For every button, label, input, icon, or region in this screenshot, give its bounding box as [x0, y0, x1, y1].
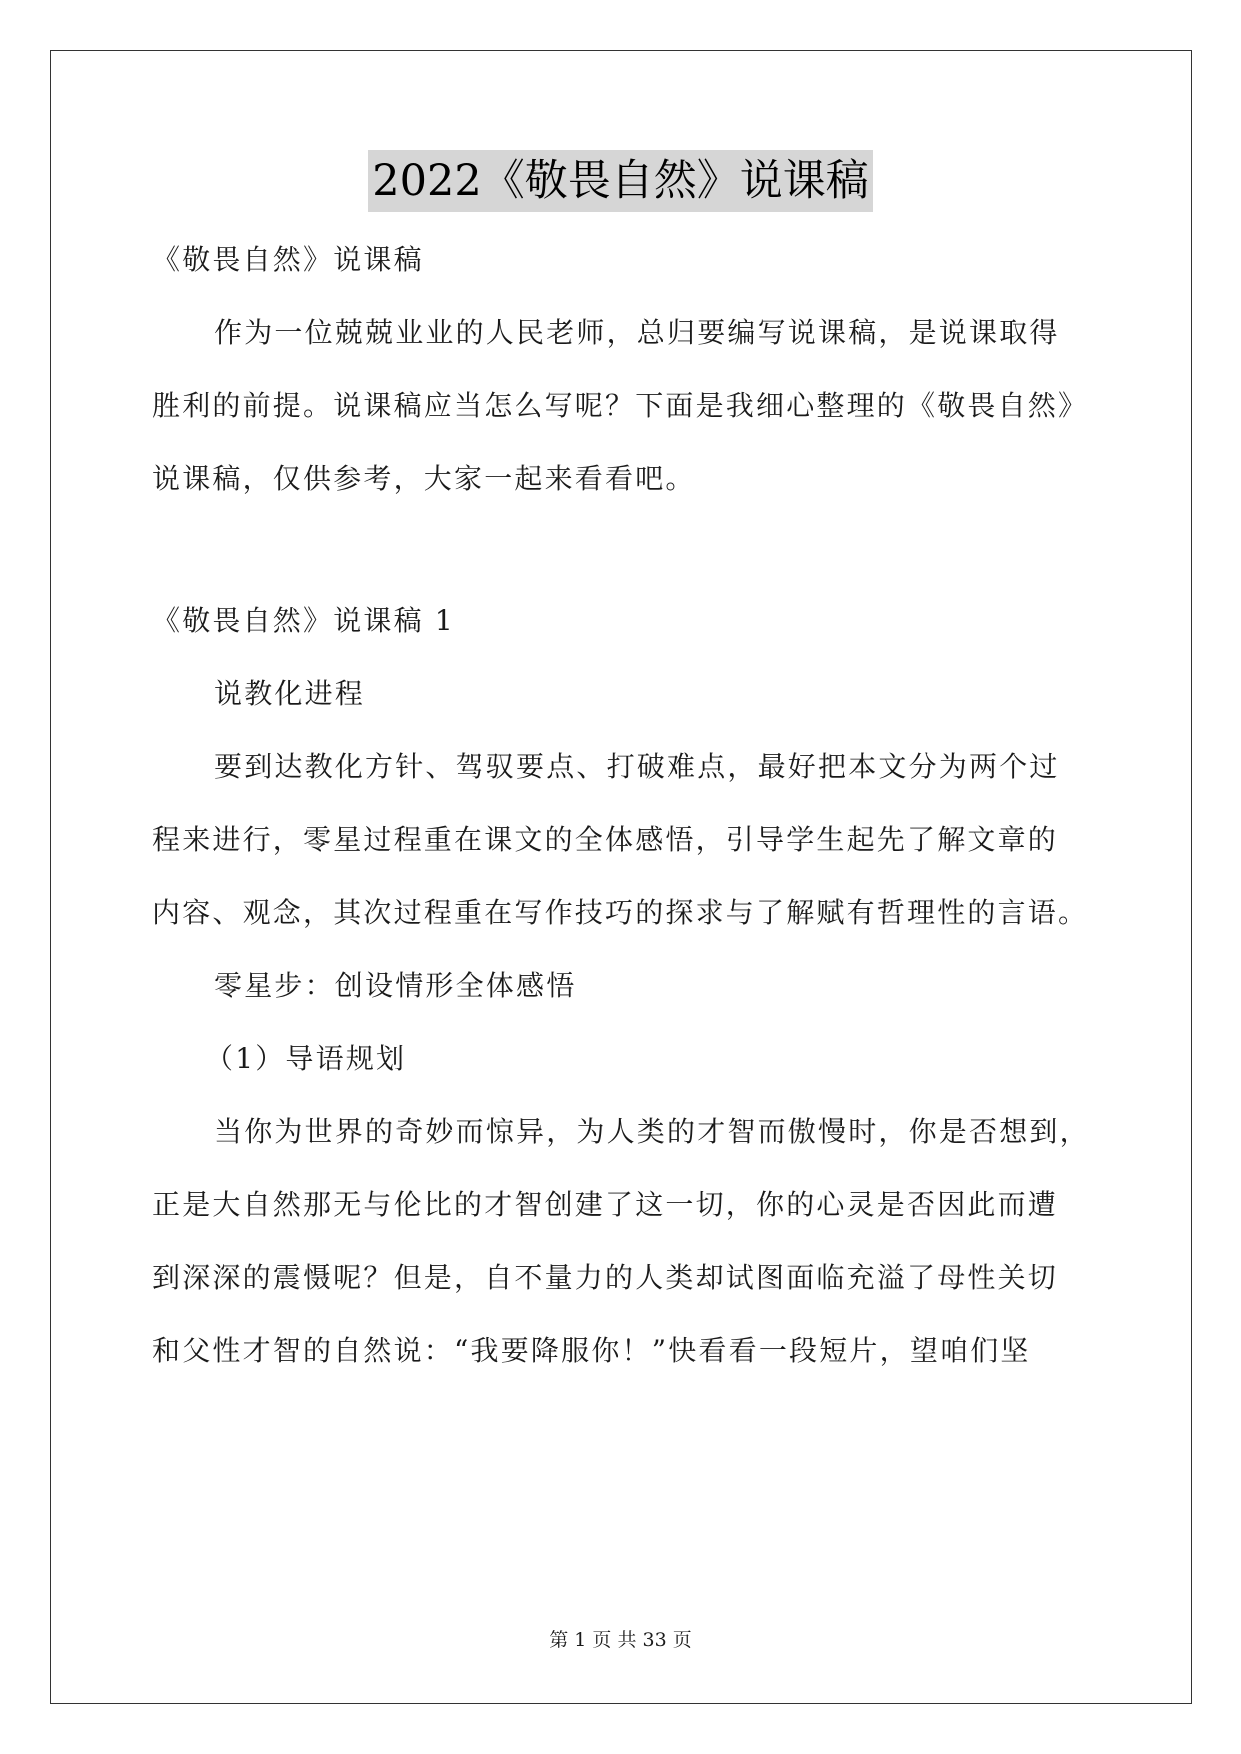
part-heading: 说教化进程 [214, 677, 366, 710]
intro-line: 作为一位兢兢业业的人民老师，总归要编写说课稿，是说课取得 [214, 316, 1060, 349]
paragraph-line: 要到达教化方针、驾驭要点、打破难点，最好把本文分为两个过 [214, 750, 1060, 783]
step-heading: 零星步：创设情形全体感悟 [214, 969, 577, 1002]
section-heading: 《敬畏自然》说课稿 1 [152, 604, 455, 637]
sub-heading: （1）导语规划 [205, 1042, 407, 1075]
paragraph-line: 程来进行，零星过程重在课文的全体感悟，引导学生起先了解文章的 [152, 823, 1059, 856]
paragraph-line: 到深深的震慑呢？但是，自不量力的人类却试图面临充溢了母性关切 [152, 1261, 1059, 1294]
page-footer: 第 1 页 共 33 页 [549, 1629, 692, 1651]
document-title: 2022《敬畏自然》说课稿 [368, 150, 872, 212]
title-wrap [0, 150, 1241, 212]
paragraph-line: 当你为世界的奇妙而惊异，为人类的才智而傲慢时，你是否想到， [214, 1115, 1090, 1148]
paragraph-line: 正是大自然那无与伦比的才智创建了这一切，你的心灵是否因此而遭 [152, 1188, 1059, 1221]
intro-line: 胜利的前提。说课稿应当怎么写呢？下面是我细心整理的《敬畏自然》 [152, 389, 1089, 422]
document-subtitle: 《敬畏自然》说课稿 [152, 243, 424, 276]
paragraph-line: 和父性才智的自然说：“我要降服你！”快看看一段短片，望咱们坚 [152, 1334, 1031, 1367]
paragraph-line: 内容、观念，其次过程重在写作技巧的探求与了解赋有哲理性的言语。 [152, 896, 1089, 929]
intro-line: 说课稿，仅供参考，大家一起来看看吧。 [152, 462, 696, 495]
page-border [50, 50, 1192, 1704]
